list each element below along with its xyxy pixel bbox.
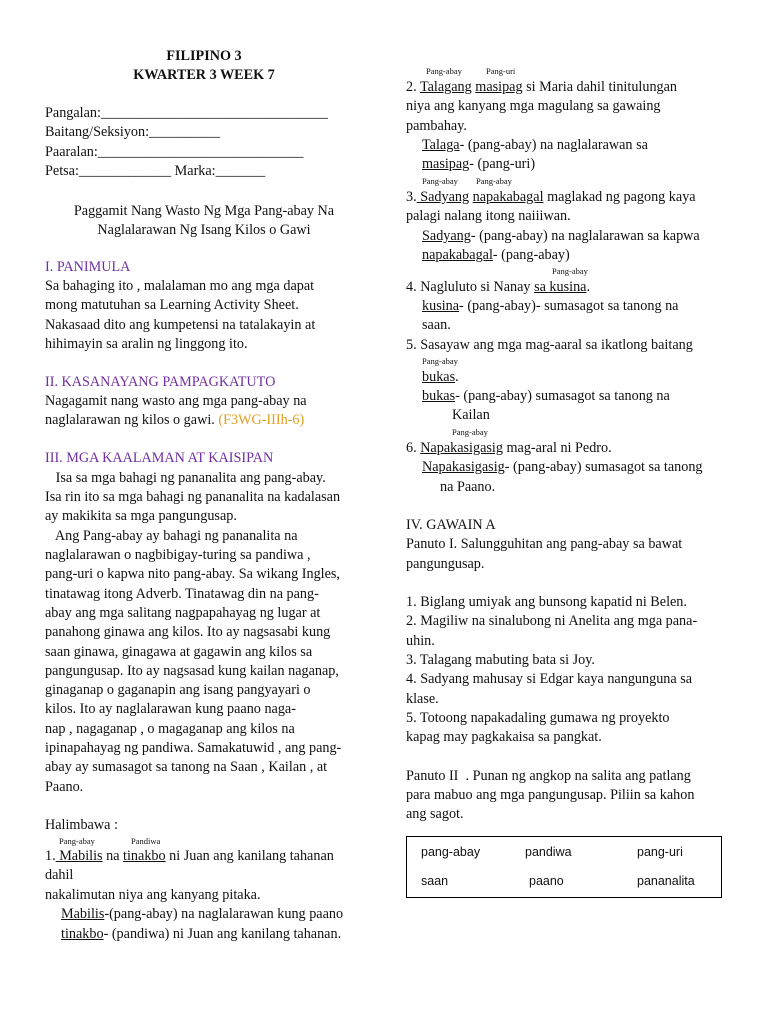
- kaalaman-line: abay ang mga salitang nagpapahayag ng lugar at: [45, 605, 321, 621]
- panuto-2: Panuto II . Punan ng angkop na salita ang patlang: [406, 768, 691, 784]
- kaalaman-line: ipinapahayag ng pandiwa. Samakatuwid , ang pang-: [45, 740, 342, 756]
- halimbawa-heading: Halimbawa :: [45, 817, 118, 833]
- kaalaman-line: Isa rin ito sa mga bahagi ng pananalita na kadalasan: [45, 489, 341, 505]
- panimula-line: Nakasaad dito ang kumpetensi na tatalakayin at: [45, 317, 316, 333]
- example-1-explanation: tinakbo- (pandiwa) ni Juan ang kanilang tahanan.: [61, 926, 342, 942]
- panuto-2: ang sagot.: [406, 806, 464, 822]
- kasanayan-line: Nagagamit nang wasto ang mga pang-abay na: [45, 393, 307, 409]
- competency-code: (F3WG-IIIh-6): [218, 412, 305, 428]
- panuto-1: Panuto I. Salungguhitan ang pang-abay sa bawat: [406, 536, 683, 552]
- example-5-line: Kailan: [452, 407, 490, 423]
- exercise-item: 3. Talagang mabuting bata si Joy.: [406, 652, 595, 668]
- example-tag: Pang-abay: [426, 66, 462, 76]
- example-2-explanation: masipag- (pang-uri): [422, 156, 536, 172]
- school-field: Paaralan:_____________________________: [45, 144, 304, 160]
- panimula-heading: I. PANIMULA: [45, 259, 131, 275]
- word-choice-box: [406, 836, 722, 898]
- example-1-line: dahil: [45, 867, 74, 883]
- example-tag: Pang-uri: [486, 66, 516, 76]
- example-5-explanation: bukas- (pang-abay) sumasagot sa tanong na: [422, 388, 670, 404]
- panimula-line: hihimayin sa aralin ng linggong ito.: [45, 336, 248, 352]
- exercise-item: 4. Sadyang mahusay si Edgar kaya nangunguna sa: [406, 671, 693, 687]
- word-choice: pananalita: [637, 874, 695, 888]
- quarter-week-title: KWARTER 3 WEEK 7: [133, 67, 275, 83]
- example-tag: Pang-abay: [59, 836, 95, 846]
- example-1-sentence: 1. Mabilis na tinakbo ni Juan ang kanilang tahanan: [45, 848, 334, 864]
- word-choice: pang-uri: [637, 845, 683, 859]
- example-1-line: nakalimutan niya ang kanyang pitaka.: [45, 887, 261, 903]
- example-3-line: palagi nalang itong naiiiwan.: [406, 208, 571, 224]
- example-2-line: pambahay.: [406, 118, 467, 134]
- kasanayan-heading: II. KASANAYANG PAMPAGKATUTO: [45, 374, 276, 390]
- example-2-explanation: Talaga- (pang-abay) na naglalarawan sa: [422, 137, 648, 153]
- panuto-1: pangungusap.: [406, 556, 485, 572]
- example-6-sentence: 6. Napakasigasig mag-aral ni Pedro.: [406, 440, 612, 456]
- gawain-heading: IV. GAWAIN A: [406, 517, 496, 533]
- example-tag: Pang-abay: [452, 427, 488, 437]
- kaalaman-heading: III. MGA KAALAMAN AT KAISIPAN: [45, 450, 274, 466]
- kaalaman-line: ginaganap o gaganapin ang isang pangyayari o: [45, 682, 311, 698]
- grade-section-field: Baitang/Seksiyon:__________: [45, 124, 220, 140]
- kasanayan-line: naglalarawan ng kilos o gawi. (F3WG-IIIh-6): [45, 412, 305, 428]
- example-5-line: bukas.: [422, 369, 459, 385]
- date-score-field: Petsa:_____________ Marka:_______: [45, 163, 266, 179]
- example-tag: Pang-abay: [422, 356, 458, 366]
- kaalaman-line: tinatawag itong Adverb. Tinatawag din na pang-: [45, 586, 319, 602]
- kaalaman-line: nap , nagaganap , o magaganap ang kilos na: [45, 721, 295, 737]
- example-2-line: niya ang kanyang mga magulang sa gawaing: [406, 98, 661, 114]
- panimula-line: Sa bahaging ito , malalaman mo ang mga dapat: [45, 278, 315, 294]
- exercise-item: uhin.: [406, 633, 435, 649]
- example-6-line: na Paano.: [440, 479, 496, 495]
- exercise-item: 2. Magiliw na sinalubong ni Anelita ang mga pana-: [406, 613, 698, 629]
- kaalaman-line: Ang Pang-abay ay bahagi ng pananalita na: [45, 528, 298, 544]
- exercise-item: klase.: [406, 691, 439, 707]
- example-4-explanation: kusina- (pang-abay)- sumasagot sa tanong na: [422, 298, 679, 314]
- example-6-explanation: Napakasigasig- (pang-abay) sumasagot sa tanong: [422, 459, 703, 475]
- kaalaman-line: ay makikita sa mga pangungusap.: [45, 508, 237, 524]
- kaalaman-line: saan ginawa, ginagawa at gagawin ang kilos sa: [45, 644, 313, 660]
- example-4-line: saan.: [422, 317, 451, 333]
- exercise-item: 1. Biglang umiyak ang bunsong kapatid ni Belen.: [406, 594, 687, 610]
- panuto-2: para mabuo ang mga pangungusap. Piliin sa kahon: [406, 787, 695, 803]
- example-2-sentence: 2. Talagang masipag si Maria dahil tinitulungan: [406, 79, 678, 95]
- subject-title: FILIPINO 3: [166, 48, 242, 64]
- example-tag: Pandiwa: [131, 836, 161, 846]
- kaalaman-line: naglalarawan o nagbibigay-turing sa pandiwa ,: [45, 547, 311, 563]
- example-3-explanation: Sadyang- (pang-abay) na naglalarawan sa kapwa: [422, 228, 700, 244]
- example-tag: Pang-abay: [552, 266, 588, 276]
- example-4-sentence: 4. Nagluluto si Nanay sa kusina.: [406, 279, 591, 295]
- example-3-sentence: 3. Sadyang napakabagal maglakad ng pagong kaya: [406, 189, 696, 205]
- kaalaman-line: Paano.: [45, 779, 84, 795]
- word-choice: pang-abay: [421, 845, 481, 859]
- example-tag: Pang-abay: [422, 176, 458, 186]
- example-1-explanation: Mabilis-(pang-abay) na naglalarawan kung paano: [61, 906, 344, 922]
- example-tag: Pang-abay: [476, 176, 512, 186]
- kaalaman-line: pangungusap. Ito ay nagsasad kung kailan naganap,: [45, 663, 339, 679]
- kaalaman-line: Isa sa mga bahagi ng pananalita ang pang-abay.: [45, 470, 326, 486]
- kaalaman-line: pang-uri o kapwa nito pang-abay. Sa wikang Ingles,: [45, 566, 340, 582]
- word-choice: saan: [421, 874, 449, 888]
- topic-title-line2: Naglalarawan Ng Isang Kilos o Gawi: [97, 222, 311, 238]
- topic-title-line1: Paggamit Nang Wasto Ng Mga Pang-abay Na: [73, 203, 335, 219]
- kaalaman-line: kilos. Ito ay naglalarawan kung paano naga-: [45, 701, 296, 717]
- word-choice: paano: [529, 874, 564, 888]
- exercise-item: 5. Totoong napakadaling gumawa ng proyekto: [406, 710, 670, 726]
- name-field: Pangalan:________________________________: [45, 105, 328, 121]
- exercise-item: kapag may pagkakaisa sa pangkat.: [406, 729, 602, 745]
- example-3-explanation: napakabagal- (pang-abay): [422, 247, 570, 263]
- panimula-line: mong matutuhan sa Learning Activity Sheet.: [45, 297, 299, 313]
- example-5-sentence: 5. Sasayaw ang mga mag-aaral sa ikatlong baitang: [406, 337, 693, 353]
- word-choice: pandiwa: [525, 845, 572, 859]
- kaalaman-line: abay ay sumasagot sa tanong na Saan , Kailan , at: [45, 759, 328, 775]
- kaalaman-line: panahong ginawa ang kilos. Ito ay nagsasabi kung: [45, 624, 331, 640]
